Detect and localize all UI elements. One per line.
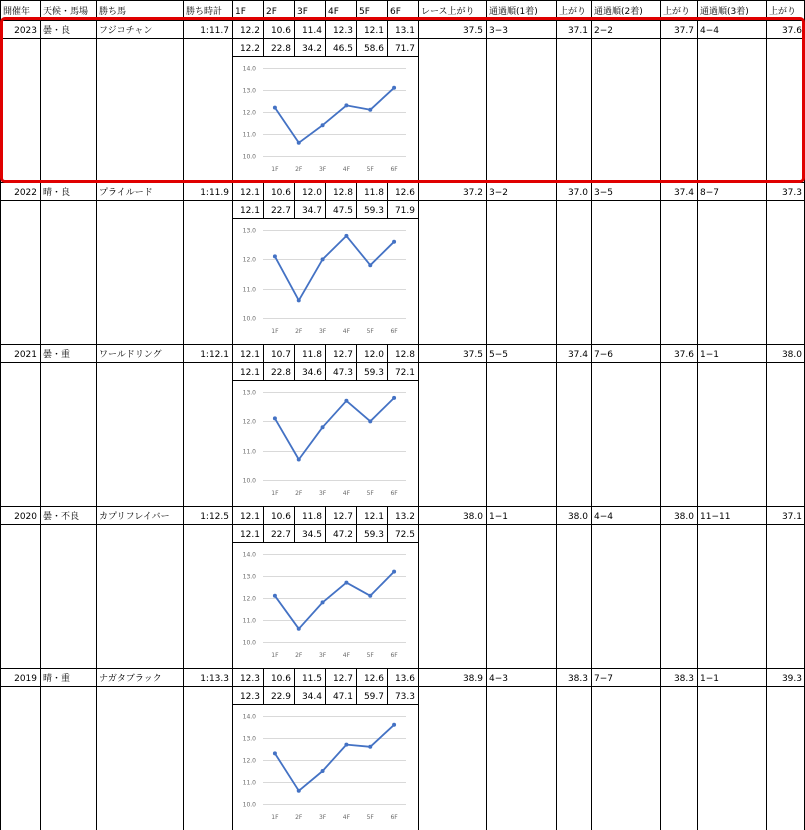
cell-year: 2022: [14, 188, 37, 198]
cumulative-time-cell: 34.2: [301, 44, 322, 54]
chart-x-tick-label: 4F: [342, 652, 351, 659]
chart-y-tick-label: 13.0: [242, 227, 256, 235]
cell-last2: 37.6: [673, 350, 694, 360]
cumulative-time-cell: 59.3: [363, 368, 384, 378]
chart-data-point: [297, 298, 301, 302]
lap-time-cell: 12.7: [332, 512, 353, 522]
column-header: 開催年: [3, 7, 31, 17]
chart-x-tick-label: 1F: [271, 490, 279, 497]
chart-data-point: [392, 396, 396, 400]
chart-x-tick-label: 6F: [390, 814, 398, 821]
column-header: レース上がり: [421, 7, 475, 17]
chart-y-tick-label: 14.0: [242, 65, 256, 73]
chart-y-tick-label: 13.0: [242, 87, 256, 95]
cumulative-time-cell: 71.7: [394, 44, 415, 54]
column-header: 勝ち時計: [186, 7, 223, 17]
cell-winner: ワールドリング: [99, 350, 162, 360]
cell-last2: 38.0: [673, 512, 694, 522]
lap-time-cell: 10.6: [270, 26, 291, 36]
chart-data-point: [368, 108, 372, 112]
chart-y-tick-label: 10.0: [242, 801, 256, 809]
cell-winner: ナガタブラック: [99, 674, 162, 684]
chart-data-point: [273, 106, 277, 110]
chart-y-tick-label: 13.0: [242, 735, 256, 743]
chart-data-point: [344, 743, 348, 747]
cumulative-time-cell: 46.5: [332, 44, 353, 54]
chart-y-tick-label: 11.0: [242, 448, 256, 456]
chart-x-tick-label: 1F: [271, 328, 279, 335]
cell-pass3: 8−7: [700, 188, 719, 198]
chart-y-tick-label: 13.0: [242, 389, 256, 397]
chart-x-tick-label: 5F: [366, 814, 374, 821]
chart-x-tick-label: 5F: [366, 490, 374, 497]
chart-y-tick-label: 12.0: [242, 109, 256, 117]
lap-time-cell: 10.7: [270, 350, 291, 360]
cumulative-time-cell: 34.6: [301, 368, 322, 378]
lap-time-cell: 12.1: [363, 26, 384, 36]
chart-data-point: [392, 570, 396, 574]
cell-race-last: 37.5: [462, 26, 483, 36]
chart-data-point: [297, 457, 301, 461]
cumulative-time-cell: 34.4: [301, 692, 322, 702]
chart-y-tick-label: 11.0: [242, 286, 256, 294]
column-header: 1F: [235, 7, 246, 17]
cell-time: 1:12.1: [200, 350, 229, 360]
chart-y-tick-label: 12.0: [242, 757, 256, 765]
chart-x-tick-label: 3F: [318, 328, 327, 335]
cell-year: 2019: [14, 674, 37, 684]
cumulative-time-cell: 47.1: [332, 692, 353, 702]
cell-pass2: 2−2: [594, 26, 613, 36]
column-header: 2F: [266, 7, 277, 17]
cell-race-last: 38.0: [462, 512, 483, 522]
chart-data-point: [344, 103, 348, 107]
lap-time-cell: 12.7: [332, 674, 353, 684]
chart-data-point: [321, 600, 325, 604]
lap-time-cell: 12.1: [239, 512, 260, 522]
chart-y-tick-label: 10.0: [242, 153, 256, 161]
lap-time-cell: 11.8: [301, 512, 322, 522]
cumulative-time-cell: 12.1: [239, 368, 260, 378]
cumulative-time-cell: 12.1: [239, 206, 260, 216]
chart-x-tick-label: 4F: [342, 328, 351, 335]
chart-y-tick-label: 10.0: [242, 639, 256, 647]
cumulative-time-cell: 71.9: [394, 206, 415, 216]
cell-race-last: 37.2: [462, 188, 483, 198]
cell-condition: 曇・良: [43, 26, 71, 36]
chart-data-point: [368, 263, 372, 267]
lap-time-cell: 13.1: [394, 26, 415, 36]
cell-last3: 37.6: [781, 26, 802, 36]
cell-year: 2020: [14, 512, 37, 522]
column-header: 上がり: [769, 7, 797, 17]
cell-pass3: 11−11: [700, 512, 731, 522]
chart-x-tick-label: 3F: [318, 490, 327, 497]
cell-pass2: 7−7: [594, 674, 613, 684]
cell-condition: 晴・良: [43, 188, 71, 198]
cell-last3: 39.3: [781, 674, 802, 684]
lap-time-cell: 13.6: [394, 674, 415, 684]
chart-data-point: [297, 141, 301, 145]
chart-x-tick-label: 5F: [366, 166, 374, 173]
cell-year: 2023: [14, 26, 37, 36]
lap-time-cell: 11.5: [301, 674, 322, 684]
lap-time-cell: 12.6: [394, 188, 415, 198]
column-header: 通過順(2着): [594, 7, 643, 17]
cell-winner: カプリフレイバー: [99, 512, 170, 522]
cell-race-last: 37.5: [462, 350, 483, 360]
cell-winner: プライルード: [99, 188, 153, 198]
chart-x-tick-label: 4F: [342, 490, 351, 497]
cell-condition: 曇・不良: [43, 512, 80, 522]
chart-data-point: [321, 257, 325, 261]
cell-pass1: 5−5: [489, 350, 508, 360]
chart-x-tick-label: 5F: [366, 328, 374, 335]
cell-condition: 曇・重: [43, 350, 71, 360]
cumulative-time-cell: 72.5: [394, 530, 415, 540]
cell-pass2: 3−5: [594, 188, 613, 198]
chart-y-tick-label: 12.0: [242, 595, 256, 603]
chart-x-tick-label: 4F: [342, 166, 351, 173]
chart-data-point: [273, 416, 277, 420]
chart-data-point: [344, 581, 348, 585]
chart-x-tick-label: 3F: [318, 652, 327, 659]
column-header: 4F: [328, 7, 339, 17]
lap-time-cell: 12.3: [239, 674, 260, 684]
lap-chart-2019: [233, 705, 417, 829]
cumulative-time-cell: 47.5: [332, 206, 353, 216]
cell-pass3: 1−1: [700, 350, 719, 360]
cell-pass1: 1−1: [489, 512, 508, 522]
cell-last1: 37.0: [567, 188, 588, 198]
cumulative-time-cell: 12.3: [239, 692, 260, 702]
chart-data-point: [297, 627, 301, 631]
chart-data-point: [321, 425, 325, 429]
chart-y-tick-label: 14.0: [242, 551, 256, 559]
column-header: 上がり: [559, 7, 587, 17]
chart-x-tick-label: 2F: [295, 490, 303, 497]
cell-last3: 38.0: [781, 350, 802, 360]
chart-data-point: [344, 399, 348, 403]
cell-last1: 37.1: [567, 26, 588, 36]
cumulative-time-cell: 34.7: [301, 206, 322, 216]
lap-time-cell: 12.3: [332, 26, 353, 36]
lap-time-cell: 12.0: [363, 350, 384, 360]
chart-data-point: [368, 745, 372, 749]
cell-race-last: 38.9: [462, 674, 483, 684]
chart-y-tick-label: 12.0: [242, 418, 256, 426]
lap-time-cell: 12.1: [363, 512, 384, 522]
chart-data-point: [297, 789, 301, 793]
cell-last3: 37.3: [781, 188, 802, 198]
cumulative-time-cell: 22.8: [270, 368, 291, 378]
column-header: 6F: [390, 7, 401, 17]
cumulative-time-cell: 22.7: [270, 206, 291, 216]
chart-data-point: [392, 86, 396, 90]
column-header: 通過順(3着): [700, 7, 749, 17]
cell-last2: 37.7: [673, 26, 694, 36]
chart-data-point: [392, 723, 396, 727]
chart-x-tick-label: 4F: [342, 814, 351, 821]
chart-data-point: [368, 419, 372, 423]
chart-y-tick-label: 10.0: [242, 315, 256, 323]
chart-data-point: [321, 769, 325, 773]
column-header: 5F: [359, 7, 370, 17]
lap-time-cell: 12.8: [394, 350, 415, 360]
chart-data-point: [344, 234, 348, 238]
cumulative-time-cell: 22.7: [270, 530, 291, 540]
cell-last2: 37.4: [673, 188, 694, 198]
chart-x-tick-label: 2F: [295, 652, 303, 659]
chart-area: [233, 543, 417, 667]
cell-winner: フジコチャン: [99, 26, 153, 36]
column-header: 勝ち馬: [99, 7, 127, 17]
cell-last2: 38.3: [673, 674, 694, 684]
lap-time-cell: 12.1: [239, 188, 260, 198]
chart-y-tick-label: 10.0: [242, 477, 256, 485]
cell-pass2: 7−6: [594, 350, 613, 360]
chart-area: [233, 57, 417, 181]
lap-time-cell: 12.7: [332, 350, 353, 360]
chart-data-point: [368, 594, 372, 598]
chart-data-point: [273, 751, 277, 755]
lap-chart-2022: [233, 219, 417, 343]
lap-chart-2021: [233, 381, 417, 505]
chart-x-tick-label: 6F: [390, 490, 398, 497]
cumulative-time-cell: 59.7: [363, 692, 384, 702]
cell-last1: 37.4: [567, 350, 588, 360]
chart-y-tick-label: 13.0: [242, 573, 256, 581]
cell-time: 1:11.9: [200, 188, 229, 198]
cell-pass1: 3−2: [489, 188, 508, 198]
cumulative-time-cell: 34.5: [301, 530, 322, 540]
column-header: 3F: [297, 7, 308, 17]
cell-last1: 38.0: [567, 512, 588, 522]
chart-x-tick-label: 1F: [271, 166, 279, 173]
cell-pass2: 4−4: [594, 512, 613, 522]
cumulative-time-cell: 22.8: [270, 44, 291, 54]
chart-x-tick-label: 2F: [295, 328, 303, 335]
cumulative-time-cell: 59.3: [363, 206, 384, 216]
chart-x-tick-label: 3F: [318, 166, 327, 173]
chart-x-tick-label: 5F: [366, 652, 374, 659]
lap-time-cell: 12.0: [301, 188, 322, 198]
lap-chart-2020: [233, 543, 417, 667]
chart-area: [233, 381, 417, 505]
lap-time-cell: 11.4: [301, 26, 322, 36]
cell-pass1: 3−3: [489, 26, 508, 36]
cell-last3: 37.1: [781, 512, 802, 522]
chart-y-tick-label: 11.0: [242, 617, 256, 625]
chart-x-tick-label: 1F: [271, 814, 279, 821]
lap-time-cell: 12.2: [239, 26, 260, 36]
chart-x-tick-label: 6F: [390, 328, 398, 335]
chart-y-tick-label: 14.0: [242, 713, 256, 721]
lap-chart-2023: [233, 57, 417, 181]
cell-pass3: 1−1: [700, 674, 719, 684]
chart-x-tick-label: 3F: [318, 814, 327, 821]
cumulative-time-cell: 47.2: [332, 530, 353, 540]
cell-time: 1:13.3: [200, 674, 229, 684]
chart-x-tick-label: 2F: [295, 166, 303, 173]
cell-condition: 晴・重: [43, 674, 71, 684]
lap-time-cell: 12.1: [239, 350, 260, 360]
cumulative-time-cell: 73.3: [394, 692, 415, 702]
cumulative-time-cell: 12.1: [239, 530, 260, 540]
cumulative-time-cell: 58.6: [363, 44, 384, 54]
cumulative-time-cell: 72.1: [394, 368, 415, 378]
chart-x-tick-label: 2F: [295, 814, 303, 821]
cumulative-time-cell: 12.2: [239, 44, 260, 54]
chart-data-point: [273, 594, 277, 598]
lap-time-cell: 12.6: [363, 674, 384, 684]
chart-y-tick-label: 11.0: [242, 779, 256, 787]
lap-time-cell: 10.6: [270, 512, 291, 522]
chart-y-tick-label: 11.0: [242, 131, 256, 139]
cumulative-time-cell: 47.3: [332, 368, 353, 378]
chart-data-point: [392, 240, 396, 244]
cell-year: 2021: [14, 350, 37, 360]
chart-area: [233, 219, 417, 343]
lap-time-cell: 13.2: [394, 512, 415, 522]
column-header: 上がり: [663, 7, 691, 17]
cumulative-time-cell: 22.9: [270, 692, 291, 702]
cumulative-time-cell: 59.3: [363, 530, 384, 540]
lap-time-cell: 10.6: [270, 188, 291, 198]
lap-time-cell: 11.8: [363, 188, 384, 198]
chart-x-tick-label: 1F: [271, 652, 279, 659]
chart-data-point: [321, 123, 325, 127]
lap-time-cell: 11.8: [301, 350, 322, 360]
cell-pass3: 4−4: [700, 26, 719, 36]
chart-data-point: [273, 254, 277, 258]
cell-time: 1:11.7: [200, 26, 229, 36]
column-header: 天候・馬場: [43, 7, 89, 17]
chart-x-tick-label: 6F: [390, 652, 398, 659]
lap-time-cell: 10.6: [270, 674, 291, 684]
cell-pass1: 4−3: [489, 674, 508, 684]
lap-time-cell: 12.8: [332, 188, 353, 198]
cell-time: 1:12.5: [200, 512, 229, 522]
column-header: 通過順(1着): [489, 7, 538, 17]
chart-x-tick-label: 6F: [390, 166, 398, 173]
chart-y-tick-label: 12.0: [242, 256, 256, 264]
cell-last1: 38.3: [567, 674, 588, 684]
